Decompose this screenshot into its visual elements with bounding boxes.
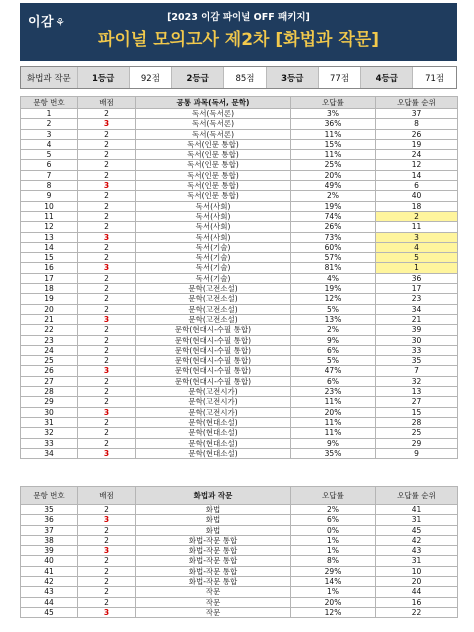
error-rank-cell: 21 — [376, 314, 458, 324]
question-number-cell: 39 — [21, 546, 78, 556]
question-number-cell: 6 — [21, 160, 78, 170]
error-rank-cell: 7 — [376, 366, 458, 376]
table-row — [21, 325, 458, 335]
grade-cutoff-bar — [20, 66, 457, 89]
error-rank-cell: 32 — [376, 376, 458, 386]
table-row — [21, 119, 458, 129]
table-row — [21, 273, 458, 283]
question-number-cell: 37 — [21, 525, 78, 535]
table-row — [21, 201, 458, 211]
error-rate-cell: 74% — [291, 211, 376, 221]
error-rank-cell: 29 — [376, 438, 458, 448]
error-rate-cell: 11% — [291, 428, 376, 438]
area-cell: 독서(인문 통합) — [136, 160, 291, 170]
question-number-cell: 41 — [21, 566, 78, 576]
error-rank-cell: 43 — [376, 546, 458, 556]
table-row — [21, 535, 458, 545]
points-cell: 2 — [78, 253, 136, 263]
table-row — [21, 525, 458, 535]
question-number-cell: 28 — [21, 387, 78, 397]
points-cell: 2 — [78, 273, 136, 283]
error-rank-cell: 35 — [376, 356, 458, 366]
error-rank-cell: 12 — [376, 160, 458, 170]
page-title: 파이널 모의고사 제2차 [화법과 작문] — [98, 30, 379, 50]
error-rate-cell: 8% — [291, 556, 376, 566]
points-cell: 2 — [78, 356, 136, 366]
question-number-cell: 40 — [21, 556, 78, 566]
points-cell: 3 — [78, 232, 136, 242]
error-rate-cell: 6% — [291, 376, 376, 386]
table-row — [21, 232, 458, 242]
question-number-cell: 27 — [21, 376, 78, 386]
area-cell: 문학(현대시-수필 통합) — [136, 325, 291, 335]
error-rank-cell: 27 — [376, 397, 458, 407]
error-rate-cell: 1% — [291, 535, 376, 545]
table-row — [21, 345, 458, 355]
error-rate-cell: 13% — [291, 314, 376, 324]
question-number-cell: 24 — [21, 345, 78, 355]
error-rate-cell: 36% — [291, 119, 376, 129]
error-rank-cell: 45 — [376, 525, 458, 535]
error-rank-cell: 9 — [376, 448, 458, 458]
area-cell: 문학(고전시가) — [136, 407, 291, 417]
area-cell: 독서(기술) — [136, 253, 291, 263]
area-cell: 문학(현대소설) — [136, 417, 291, 427]
table-row — [21, 129, 458, 139]
table-row — [21, 515, 458, 525]
question-number-cell: 2 — [21, 119, 78, 129]
table-row — [21, 428, 458, 438]
area-cell: 문학(현대시-수필 통합) — [136, 345, 291, 355]
question-number-cell: 11 — [21, 211, 78, 221]
grade-4-label: 4등급 — [361, 67, 413, 88]
error-rate-cell: 1% — [291, 587, 376, 597]
area-cell: 독서(독서론) — [136, 129, 291, 139]
area-cell: 문학(현대시-수필 통합) — [136, 335, 291, 345]
col-header-rank: 오답률 순위 — [376, 97, 458, 109]
area-cell: 문학(현대시-수필 통합) — [136, 356, 291, 366]
error-rate-cell: 60% — [291, 242, 376, 252]
col-header-num: 문항 번호 — [21, 97, 78, 109]
area-cell: 화법 — [136, 515, 291, 525]
error-rate-cell: 9% — [291, 335, 376, 345]
col-header-points: 배점 — [78, 97, 136, 109]
question-number-cell: 17 — [21, 273, 78, 283]
points-cell: 2 — [78, 201, 136, 211]
question-number-cell: 5 — [21, 150, 78, 160]
table-row — [21, 160, 458, 170]
error-rank-cell: 3 — [376, 232, 458, 242]
area-cell: 독서(사회) — [136, 222, 291, 232]
area-cell: 화법-작문 통합 — [136, 556, 291, 566]
area-cell: 독서(인문 통합) — [136, 191, 291, 201]
error-rate-cell: 0% — [291, 525, 376, 535]
table-row — [21, 366, 458, 376]
error-rate-cell: 29% — [291, 566, 376, 576]
question-number-cell: 3 — [21, 129, 78, 139]
area-cell: 독서(독서론) — [136, 109, 291, 119]
table-row — [21, 577, 458, 587]
error-rank-cell: 34 — [376, 304, 458, 314]
table-row — [21, 407, 458, 417]
package-subtitle: [2023 이감 파이널 OFF 패키지] — [167, 12, 310, 23]
area-cell: 작문 — [136, 587, 291, 597]
question-number-cell: 13 — [21, 232, 78, 242]
error-rate-cell: 5% — [291, 356, 376, 366]
error-rank-cell: 2 — [376, 211, 458, 221]
error-rate-cell: 20% — [291, 597, 376, 607]
error-rate-cell: 47% — [291, 366, 376, 376]
table-row — [21, 556, 458, 566]
col-header-error: 오답률 — [291, 97, 376, 109]
points-cell: 2 — [78, 191, 136, 201]
points-cell: 2 — [78, 556, 136, 566]
error-rate-cell: 1% — [291, 546, 376, 556]
table-row — [21, 376, 458, 386]
grade-subject-label: 화법과 작문 — [21, 67, 78, 88]
points-cell: 2 — [78, 505, 136, 515]
question-number-cell: 7 — [21, 170, 78, 180]
error-rank-cell: 42 — [376, 535, 458, 545]
question-number-cell: 36 — [21, 515, 78, 525]
question-number-cell: 20 — [21, 304, 78, 314]
error-rate-cell: 20% — [291, 170, 376, 180]
points-cell: 3 — [78, 263, 136, 273]
points-cell: 2 — [78, 160, 136, 170]
question-number-cell: 25 — [21, 356, 78, 366]
error-rate-cell: 14% — [291, 577, 376, 587]
points-cell: 3 — [78, 181, 136, 191]
question-number-cell: 19 — [21, 294, 78, 304]
table-row — [21, 181, 458, 191]
area-cell: 문학(현대소설) — [136, 438, 291, 448]
table-row — [21, 397, 458, 407]
error-rate-cell: 2% — [291, 325, 376, 335]
error-rate-cell: 49% — [291, 181, 376, 191]
question-number-cell: 26 — [21, 366, 78, 376]
error-rank-cell: 25 — [376, 428, 458, 438]
points-cell: 2 — [78, 535, 136, 545]
question-number-cell: 38 — [21, 535, 78, 545]
col-header-area: 화법과 작문 — [136, 487, 291, 505]
table-row — [21, 587, 458, 597]
grade-2-label: 2등급 — [172, 67, 224, 88]
points-cell: 2 — [78, 525, 136, 535]
table-row — [21, 284, 458, 294]
points-cell: 2 — [78, 284, 136, 294]
error-rank-cell: 28 — [376, 417, 458, 427]
error-rate-cell: 11% — [291, 417, 376, 427]
error-rate-cell: 12% — [291, 607, 376, 617]
table-row — [21, 448, 458, 458]
error-rate-cell: 15% — [291, 139, 376, 149]
logo-text: 이감 — [28, 15, 55, 30]
error-rate-cell: 11% — [291, 150, 376, 160]
error-rank-cell: 31 — [376, 556, 458, 566]
question-number-cell: 10 — [21, 201, 78, 211]
error-rank-cell: 30 — [376, 335, 458, 345]
table-row — [21, 294, 458, 304]
points-cell: 2 — [78, 139, 136, 149]
points-cell: 3 — [78, 607, 136, 617]
error-rate-cell: 73% — [291, 232, 376, 242]
area-cell: 문학(현대시-수필 통합) — [136, 366, 291, 376]
points-cell: 3 — [78, 119, 136, 129]
question-number-cell: 12 — [21, 222, 78, 232]
col-header-points: 배점 — [78, 487, 136, 505]
table-row — [21, 139, 458, 149]
points-cell: 2 — [78, 170, 136, 180]
area-cell: 화법-작문 통합 — [136, 546, 291, 556]
table-row — [21, 304, 458, 314]
area-cell: 독서(인문 통합) — [136, 181, 291, 191]
points-cell: 2 — [78, 566, 136, 576]
question-number-cell: 32 — [21, 428, 78, 438]
col-header-area: 공통 과목(독서, 문학) — [136, 97, 291, 109]
points-cell: 2 — [78, 345, 136, 355]
error-rate-cell: 2% — [291, 505, 376, 515]
error-rank-cell: 44 — [376, 587, 458, 597]
points-cell: 2 — [78, 335, 136, 345]
question-number-cell: 8 — [21, 181, 78, 191]
question-number-cell: 29 — [21, 397, 78, 407]
points-cell: 2 — [78, 294, 136, 304]
error-rank-cell: 5 — [376, 253, 458, 263]
area-cell: 문학(고전소설) — [136, 304, 291, 314]
error-rank-cell: 39 — [376, 325, 458, 335]
error-rate-cell: 4% — [291, 273, 376, 283]
area-cell: 문학(고전시가) — [136, 387, 291, 397]
area-cell: 독서(사회) — [136, 201, 291, 211]
error-rank-cell: 24 — [376, 150, 458, 160]
table-row — [21, 242, 458, 252]
points-cell: 2 — [78, 597, 136, 607]
points-cell: 2 — [78, 109, 136, 119]
error-rate-cell: 3% — [291, 109, 376, 119]
points-cell: 2 — [78, 325, 136, 335]
error-rate-cell: 9% — [291, 438, 376, 448]
question-number-cell: 18 — [21, 284, 78, 294]
points-cell: 2 — [78, 222, 136, 232]
error-rate-cell: 25% — [291, 160, 376, 170]
points-cell: 2 — [78, 242, 136, 252]
table-row — [21, 211, 458, 221]
table-row — [21, 263, 458, 273]
points-cell: 3 — [78, 448, 136, 458]
question-number-cell: 1 — [21, 109, 78, 119]
error-rate-cell: 6% — [291, 345, 376, 355]
table-row — [21, 170, 458, 180]
points-cell: 3 — [78, 407, 136, 417]
error-rank-cell: 18 — [376, 201, 458, 211]
area-cell: 작문 — [136, 597, 291, 607]
error-rate-cell: 12% — [291, 294, 376, 304]
table-row — [21, 387, 458, 397]
area-cell: 독서(기술) — [136, 242, 291, 252]
table-row — [21, 109, 458, 119]
error-rank-cell: 17 — [376, 284, 458, 294]
grade-2-score: 85점 — [224, 67, 267, 88]
error-rank-cell: 1 — [376, 263, 458, 273]
question-number-cell: 4 — [21, 139, 78, 149]
points-cell: 2 — [78, 428, 136, 438]
table-row — [21, 222, 458, 232]
grade-3-label: 3등급 — [267, 67, 319, 88]
logo-mark-icon: ⚘ — [55, 16, 66, 29]
table-row — [21, 417, 458, 427]
area-cell: 화법-작문 통합 — [136, 535, 291, 545]
question-number-cell: 23 — [21, 335, 78, 345]
table-row — [21, 253, 458, 263]
error-rate-cell: 2% — [291, 191, 376, 201]
table-row — [21, 150, 458, 160]
error-rank-cell: 8 — [376, 119, 458, 129]
error-rank-cell: 31 — [376, 515, 458, 525]
points-cell: 3 — [78, 314, 136, 324]
error-rate-cell: 19% — [291, 201, 376, 211]
error-rank-cell: 20 — [376, 577, 458, 587]
error-rate-cell: 11% — [291, 129, 376, 139]
table-row — [21, 505, 458, 515]
question-number-cell: 30 — [21, 407, 78, 417]
points-cell: 2 — [78, 129, 136, 139]
area-cell: 문학(현대소설) — [136, 448, 291, 458]
question-number-cell: 44 — [21, 597, 78, 607]
error-rank-cell: 14 — [376, 170, 458, 180]
question-number-cell: 42 — [21, 577, 78, 587]
area-cell: 독서(인문 통합) — [136, 170, 291, 180]
error-rate-cell: 26% — [291, 222, 376, 232]
page-header — [20, 3, 457, 61]
points-cell: 2 — [78, 387, 136, 397]
error-rank-cell: 40 — [376, 191, 458, 201]
area-cell: 작문 — [136, 607, 291, 617]
area-cell: 문학(현대시-수필 통합) — [136, 376, 291, 386]
error-rank-cell: 10 — [376, 566, 458, 576]
error-rank-cell: 37 — [376, 109, 458, 119]
area-cell: 독서(사회) — [136, 232, 291, 242]
points-cell: 2 — [78, 397, 136, 407]
error-rate-cell: 5% — [291, 304, 376, 314]
area-cell: 화법 — [136, 525, 291, 535]
common-subject-table — [20, 96, 458, 459]
area-cell: 독서(기술) — [136, 263, 291, 273]
elective-subject-table — [20, 486, 458, 618]
question-number-cell: 33 — [21, 438, 78, 448]
error-rank-cell: 4 — [376, 242, 458, 252]
grade-1-score: 92점 — [130, 67, 173, 88]
area-cell: 독서(독서론) — [136, 119, 291, 129]
question-number-cell: 9 — [21, 191, 78, 201]
table-row — [21, 566, 458, 576]
points-cell: 2 — [78, 417, 136, 427]
error-rate-cell: 19% — [291, 284, 376, 294]
points-cell: 2 — [78, 304, 136, 314]
area-cell: 화법-작문 통합 — [136, 566, 291, 576]
col-header-error: 오답률 — [291, 487, 376, 505]
question-number-cell: 43 — [21, 587, 78, 597]
area-cell: 화법-작문 통합 — [136, 577, 291, 587]
question-number-cell: 35 — [21, 505, 78, 515]
area-cell: 화법 — [136, 505, 291, 515]
table-row — [21, 335, 458, 345]
error-rate-cell: 11% — [291, 397, 376, 407]
error-rate-cell: 23% — [291, 387, 376, 397]
area-cell: 문학(고전소설) — [136, 284, 291, 294]
error-rate-cell: 81% — [291, 263, 376, 273]
question-number-cell: 21 — [21, 314, 78, 324]
points-cell: 3 — [78, 546, 136, 556]
error-rank-cell: 6 — [376, 181, 458, 191]
table-row — [21, 314, 458, 324]
area-cell: 문학(고전시가) — [136, 397, 291, 407]
error-rank-cell: 11 — [376, 222, 458, 232]
points-cell: 2 — [78, 577, 136, 587]
error-rank-cell: 22 — [376, 607, 458, 617]
points-cell: 3 — [78, 366, 136, 376]
area-cell: 독서(인문 통합) — [136, 150, 291, 160]
question-number-cell: 16 — [21, 263, 78, 273]
table-row — [21, 607, 458, 617]
points-cell: 2 — [78, 438, 136, 448]
error-rank-cell: 41 — [376, 505, 458, 515]
area-cell: 독서(사회) — [136, 211, 291, 221]
error-rank-cell: 36 — [376, 273, 458, 283]
grade-3-score: 77점 — [319, 67, 362, 88]
question-number-cell: 34 — [21, 448, 78, 458]
error-rate-cell: 20% — [291, 407, 376, 417]
area-cell: 문학(현대소설) — [136, 428, 291, 438]
error-rank-cell: 26 — [376, 129, 458, 139]
points-cell: 2 — [78, 376, 136, 386]
table-row — [21, 546, 458, 556]
question-number-cell: 31 — [21, 417, 78, 427]
area-cell: 독서(인문 통합) — [136, 139, 291, 149]
question-number-cell: 14 — [21, 242, 78, 252]
points-cell: 3 — [78, 515, 136, 525]
error-rate-cell: 6% — [291, 515, 376, 525]
question-number-cell: 22 — [21, 325, 78, 335]
col-header-rank: 오답률 순위 — [376, 487, 458, 505]
error-rank-cell: 16 — [376, 597, 458, 607]
error-rank-cell: 13 — [376, 387, 458, 397]
table-row — [21, 356, 458, 366]
points-cell: 2 — [78, 587, 136, 597]
area-cell: 독서(기술) — [136, 273, 291, 283]
table-row — [21, 597, 458, 607]
error-rank-cell: 23 — [376, 294, 458, 304]
points-cell: 2 — [78, 211, 136, 221]
col-header-num: 문항 번호 — [21, 487, 78, 505]
question-number-cell: 15 — [21, 253, 78, 263]
grade-4-score: 71점 — [425, 73, 445, 84]
error-rank-cell: 19 — [376, 139, 458, 149]
area-cell: 문학(고전소설) — [136, 294, 291, 304]
question-number-cell: 45 — [21, 607, 78, 617]
error-rate-cell: 57% — [291, 253, 376, 263]
table-row — [21, 191, 458, 201]
grade-1-label: 1등급 — [78, 67, 130, 88]
area-cell: 문학(고전소설) — [136, 314, 291, 324]
error-rank-cell: 33 — [376, 345, 458, 355]
table-row — [21, 438, 458, 448]
error-rank-cell: 15 — [376, 407, 458, 417]
error-rate-cell: 35% — [291, 448, 376, 458]
points-cell: 2 — [78, 150, 136, 160]
